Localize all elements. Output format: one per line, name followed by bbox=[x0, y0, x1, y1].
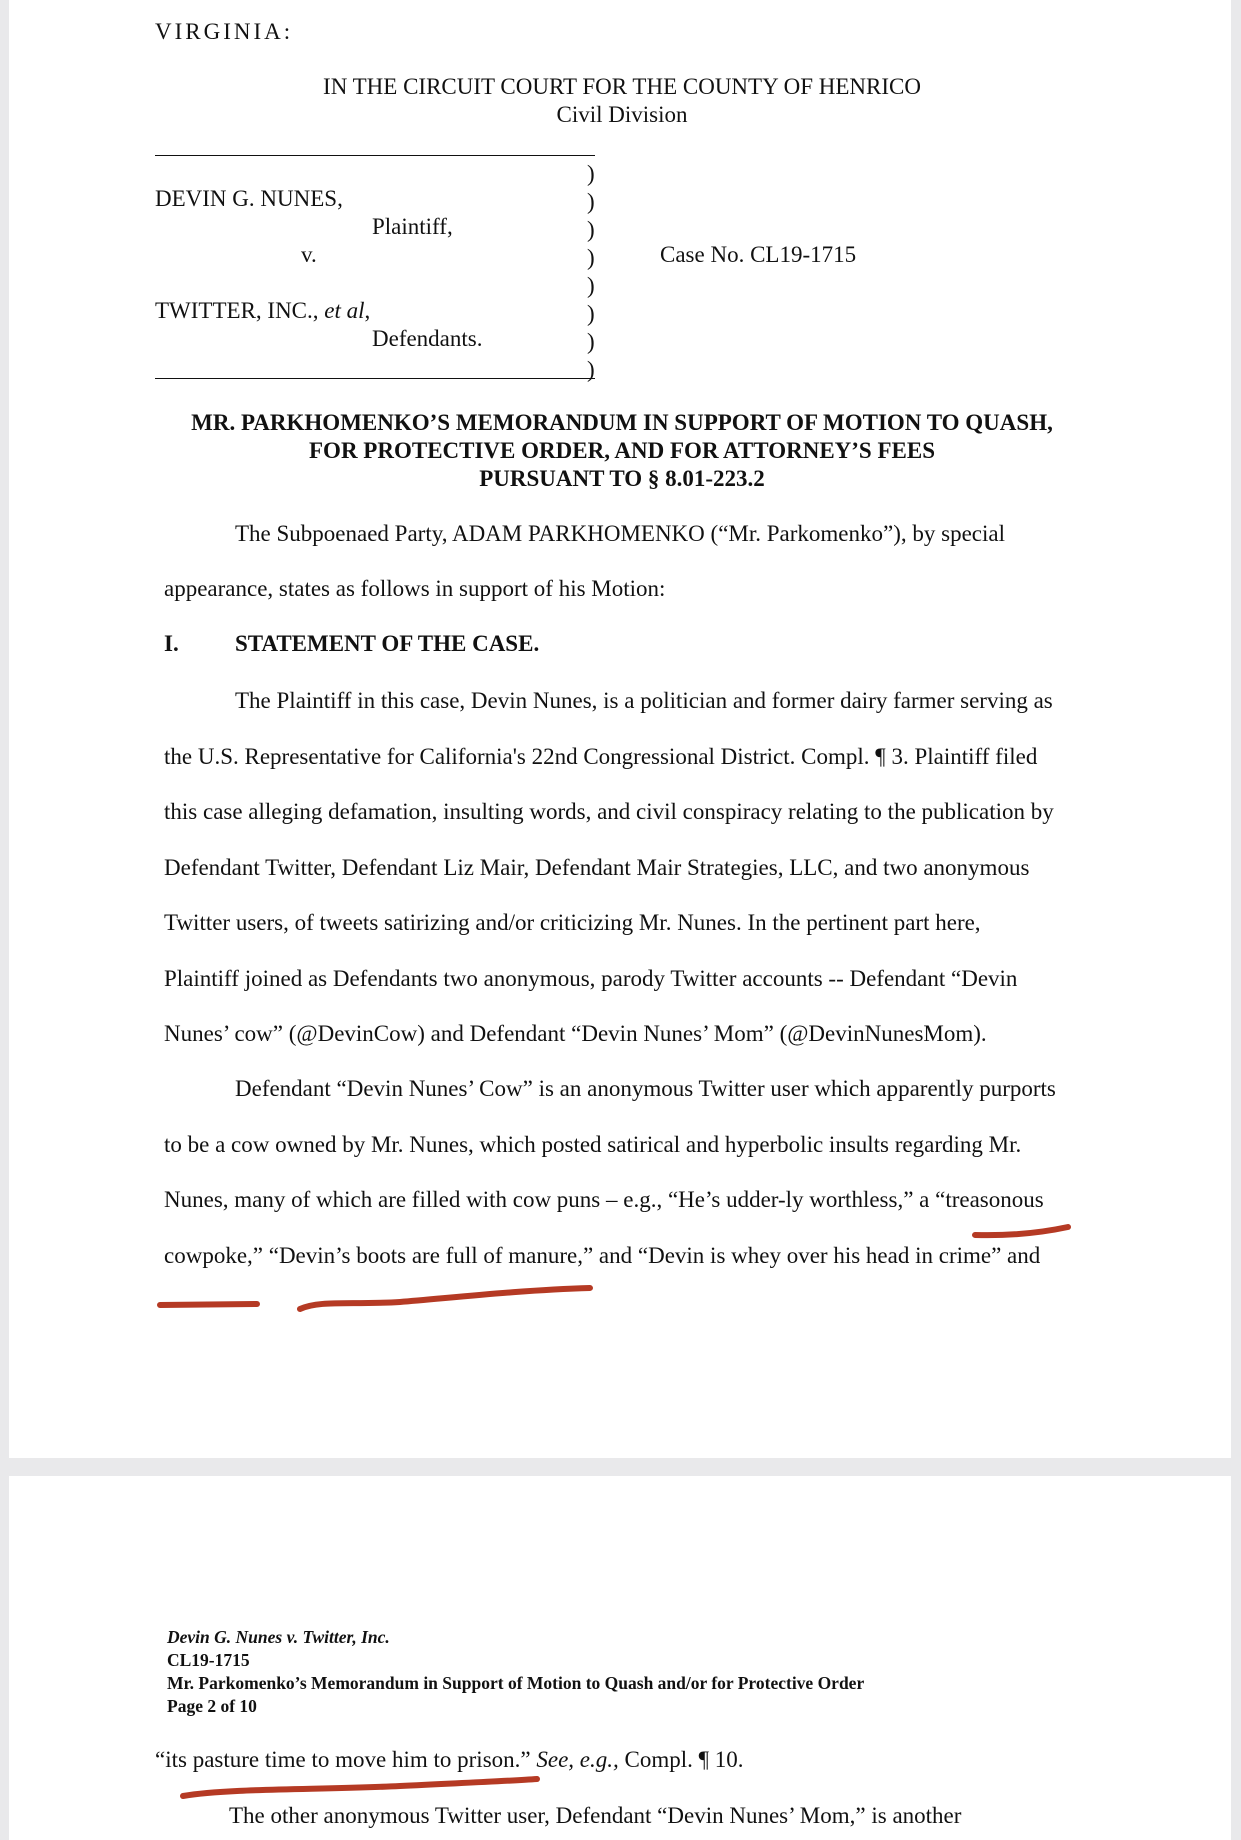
case-number: Case No. CL19-1715 bbox=[660, 242, 857, 267]
defendant-name: TWITTER, INC., et al, bbox=[155, 298, 371, 323]
header-page-number: Page 2 of 10 bbox=[167, 1696, 257, 1716]
header-case-caption: Devin G. Nunes v. Twitter, Inc. bbox=[167, 1627, 390, 1647]
memorandum-title-line-3: PURSUANT TO § 8.01-223.2 bbox=[479, 466, 765, 491]
section-title: STATEMENT OF THE CASE. bbox=[235, 631, 540, 656]
next-paragraph-line: The other anonymous Twitter user, Defendant “Devin Nunes’ Mom,” is another bbox=[229, 1803, 962, 1828]
defendant-role: Defendants. bbox=[372, 326, 483, 351]
court-name: IN THE CIRCUIT COURT FOR THE COUNTY OF HENRICO bbox=[323, 74, 921, 99]
document-page-1: VIRGINIA: IN THE CIRCUIT COURT FOR THE COUNTY OF HENRICO Civil Division DEVIN G. NUNES, Plaintiff, v. TWITTER, INC., et al, Defendants. ) ) ) ) ) ) ) ) Case No. CL19-1715 MR. PARKHOMENKO’S MEMORANDUM IN SUPPORT OF MOTION TO QUASH, FOR PROTECTIVE ORDER, AND FOR ATTORNEY’S FEES PURSUANT TO § 8.01-223.2 The Subpoenaed Party, ADAM PARKHOMENKO (“Mr. Parkomenko”), by special appearance, states as follows in support of his Motion: I. STATEMENT OF THE CASE. The Plaintiff in this case, Devin Nunes, is a politician and former dairy farmer serving as the U.S. Representative for California's 22nd Congressional District. Compl. ¶ 3. Plaintiff filed this case alleging defamation, insulting words, and civil conspiracy relating to the publication by Defendant Twitter, Defendant Liz Mair, Defendant Mair Strategies, LLC, and two anonymous Twitter users, of tweets satirizing and/or criticizing Mr. Nunes. In the pertinent part here, Plaintiff joined as Defendants two anonymous, parody Twitter accounts -- Defendant “Devin Nunes’ cow” (@DevinCow) and Defendant “Devin Nunes’ Mom” (@DevinNunesMom). Defendant “Devin Nunes’ Cow” is an anonymous Twitter user which apparently purports to be a cow owned by Mr. Nunes, which posted satirical and hyperbolic insults regarding Mr. Nunes, many of which are filled with cow puns – e.g., “He’s udder-ly worthless,” a “treasonous cowpoke,” “Devin’s boots are full of manure,” and “Devin is whey over his head in crime” and bbox=[9, 0, 1231, 1458]
caption-top-rule bbox=[155, 155, 595, 156]
continued-quote-line: “its pasture time to move him to prison.” See, e.g., Compl. ¶ 10. bbox=[155, 1747, 744, 1772]
plaintiff-name: DEVIN G. NUNES, bbox=[155, 186, 343, 211]
plaintiff-role: Plaintiff, bbox=[372, 214, 453, 239]
header-case-number: CL19-1715 bbox=[167, 1650, 250, 1670]
caption-bottom-rule bbox=[155, 378, 595, 379]
section-number: I. bbox=[164, 631, 179, 656]
header-document-title: Mr. Parkomenko’s Memorandum in Support of Motion to Quash and/or for Protective Order bbox=[167, 1673, 865, 1693]
versus-label: v. bbox=[301, 242, 317, 267]
memorandum-title-line-2: FOR PROTECTIVE ORDER, AND FOR ATTORNEY’S FEES bbox=[309, 438, 935, 463]
memorandum-title-line-1: MR. PARKHOMENKO’S MEMORANDUM IN SUPPORT OF MOTION TO QUASH, bbox=[191, 410, 1053, 435]
state-heading: VIRGINIA: bbox=[155, 19, 294, 44]
court-division: Civil Division bbox=[556, 102, 688, 127]
document-page-2 bbox=[9, 1476, 1231, 1840]
